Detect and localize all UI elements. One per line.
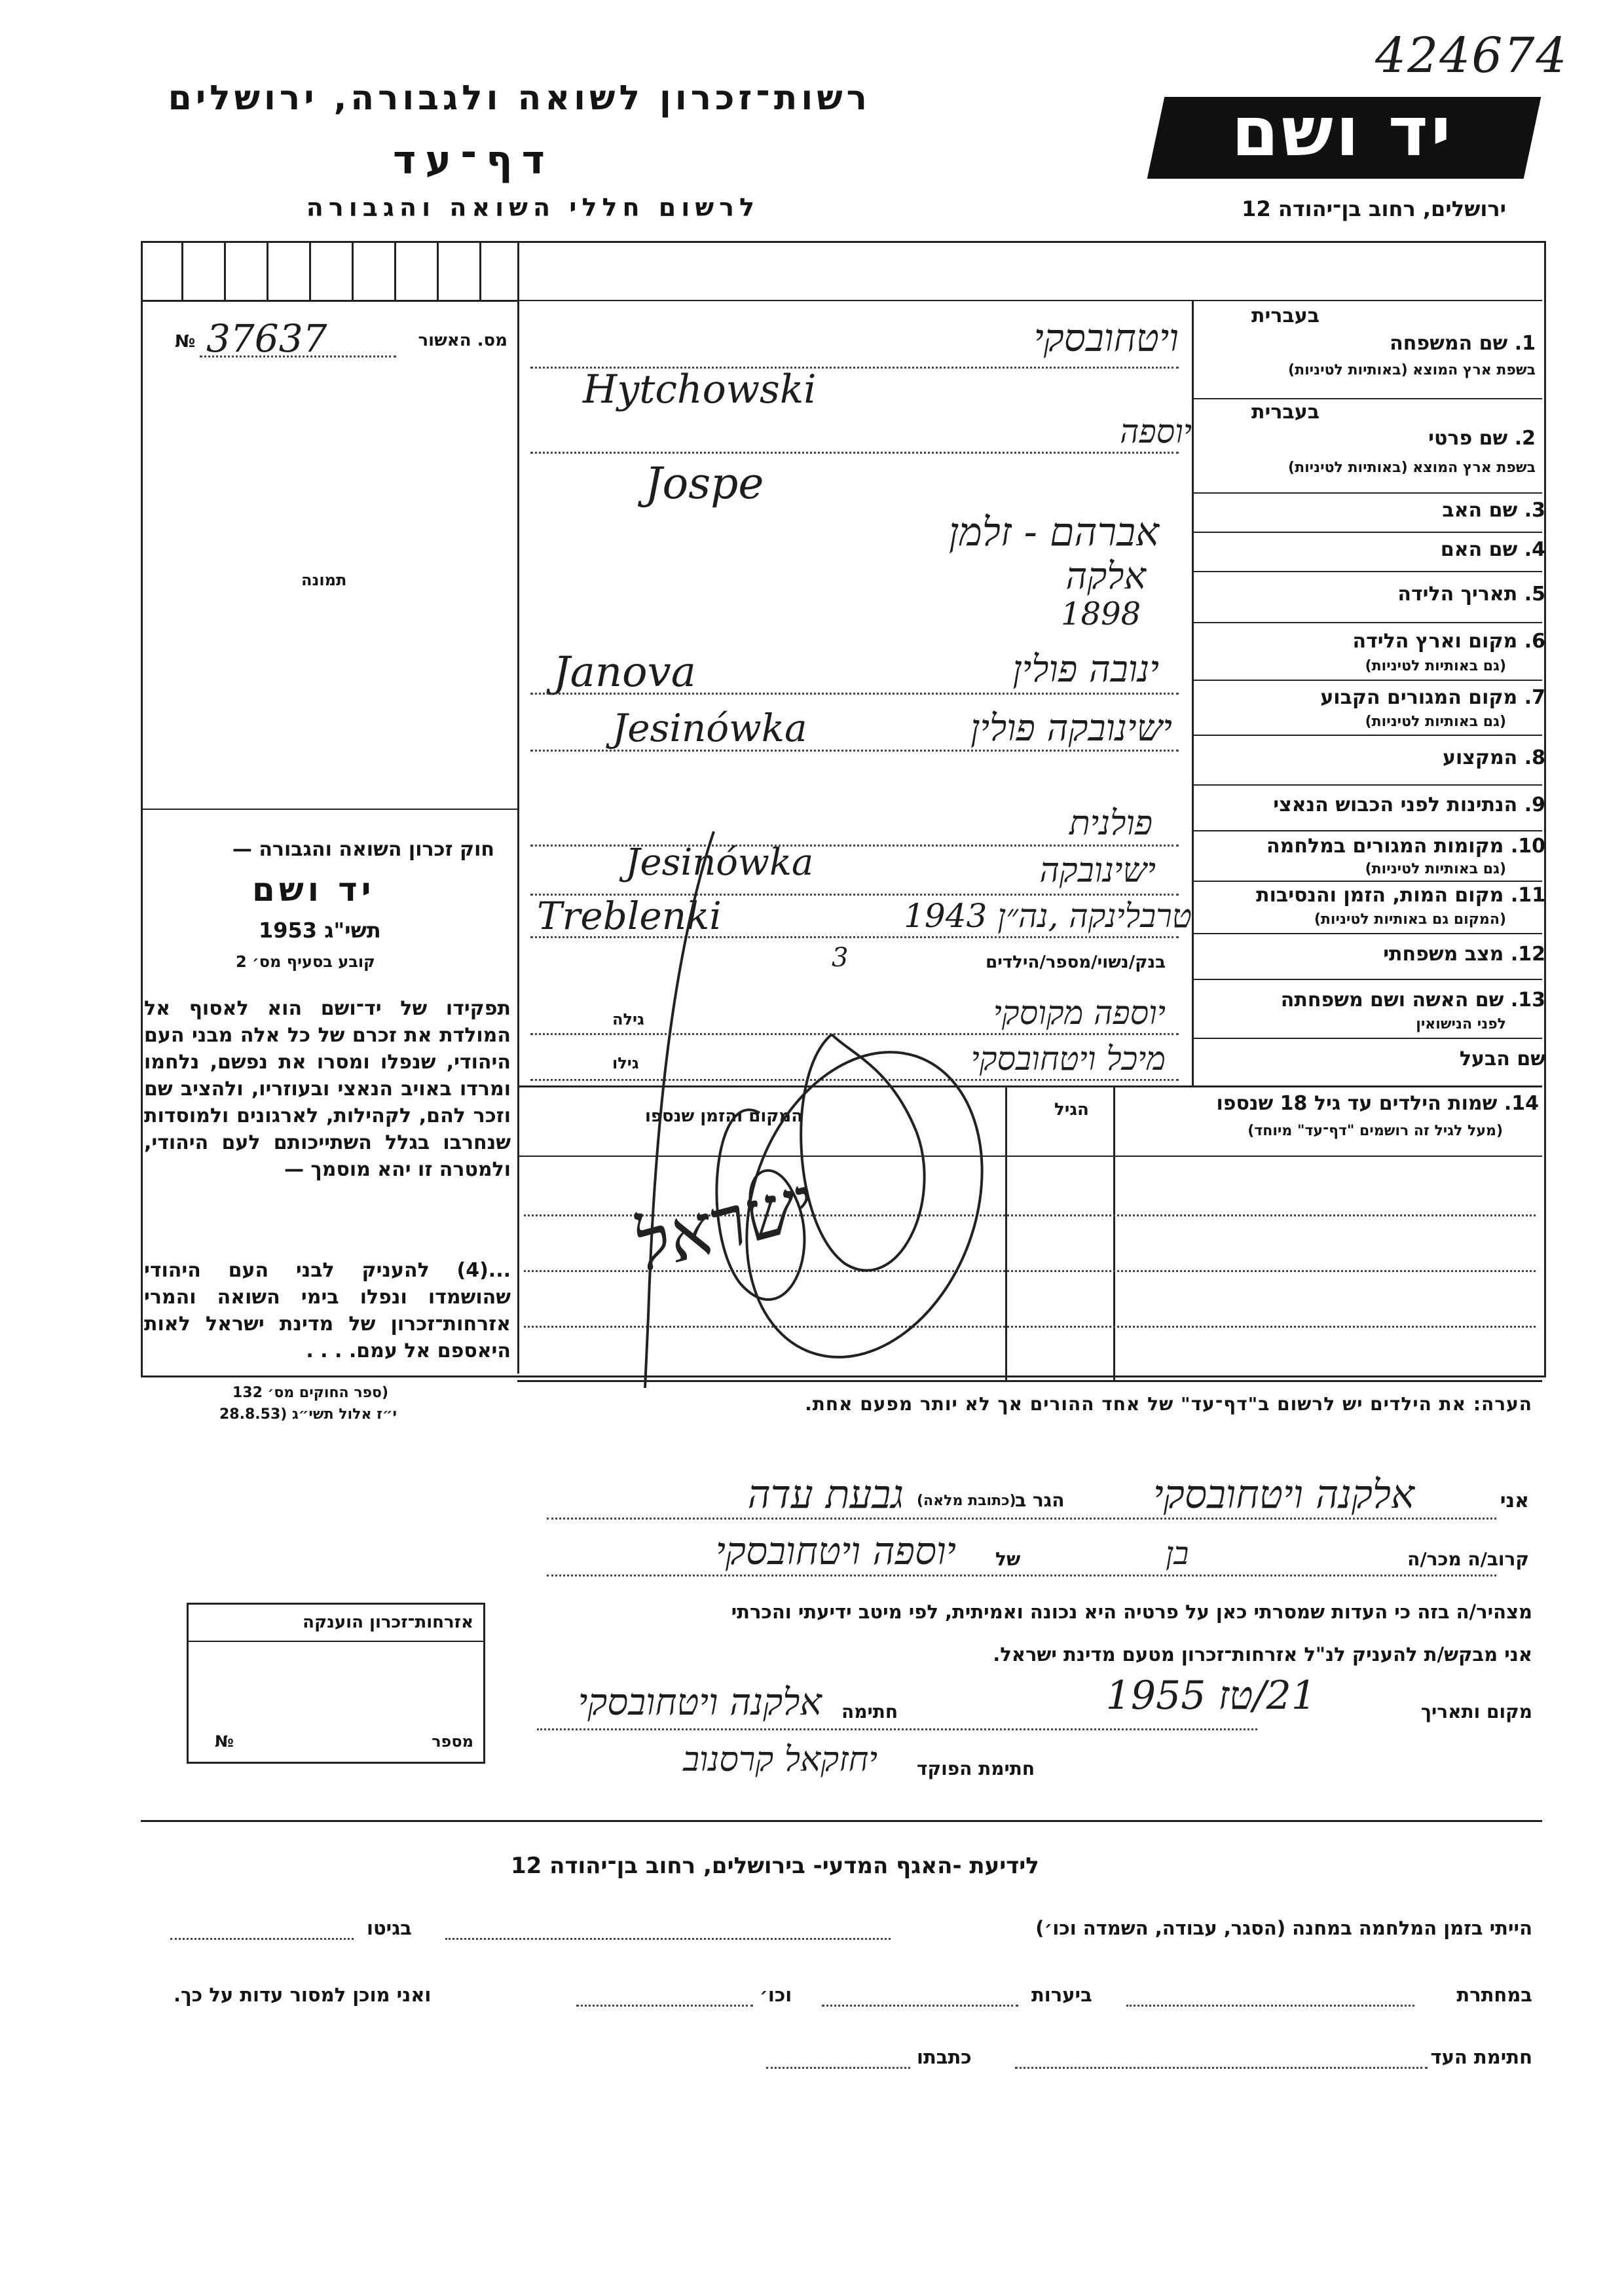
decl-prefix: אני (1500, 1489, 1529, 1512)
footer-line3-a: חתימת העד (1430, 2046, 1532, 2068)
field-10-value-heb: ישינובקה (1039, 851, 1156, 890)
decl-line4: אני מבקש/ת להעניק לנ"ל אזרחות־זכרון מטעם מדינת ישראל. (993, 1643, 1532, 1666)
decl-rel-name: יוספה ויטחובסקי (715, 1529, 956, 1573)
photo-label: תמונה (301, 571, 347, 589)
citizenship-box-no-label: מספר (432, 1732, 473, 1751)
children-sub: (מעל לגיל זה רושמים "דף־עד" מיוחד) (1247, 1123, 1503, 1139)
field-1-label: 1. שם המשפחה (1390, 332, 1536, 355)
place-date-value: 21/טז 1955 (1105, 1673, 1316, 1719)
decl-of: של (995, 1548, 1021, 1570)
field-11-label: 11. מקום המות, הזמן והנסיבות (1256, 884, 1545, 907)
field-1-sub: בשפת ארץ המוצא (באותיות לטיניות) (1288, 362, 1536, 378)
field-7-value-lat: Jesinówka (612, 706, 807, 750)
officer-label: חתימת הפוקד (917, 1758, 1035, 1779)
citizenship-box-no-mark: № (215, 1732, 234, 1751)
place-date-label: מקום ותאריך (1420, 1701, 1532, 1722)
law-source-date: י״ז אלול תשי״ג (28.8.53 (219, 1406, 397, 1423)
field-10-sub: (גם באותיות לטיניות) (1365, 861, 1506, 877)
husband-age-label: גילו (612, 1054, 639, 1072)
col-place: המקום והזמן שנספו (645, 1106, 803, 1126)
husband-value: מיכל ויטחובסקי (970, 1040, 1166, 1078)
law-title: חוק זכרון השואה והגבורה — (232, 838, 494, 861)
field-13-label: 13. שם האשה ושם משפחתה (1280, 989, 1545, 1011)
decl-name: אלקנה ויטחובסקי (1153, 1472, 1414, 1518)
field-6-value-lat: Janova (553, 648, 696, 697)
field-13-value: יוספה מקוסקי (993, 994, 1166, 1032)
officer-value: יחזקאל קרסנוב (682, 1740, 877, 1779)
authority-line: רשות־זכרון לשואה ולגבורה, ירושלים (168, 79, 871, 118)
citizenship-box-title: אזרחות־זכרון הוענקה (303, 1613, 473, 1632)
signature-value: אלקנה ויטחובסקי (578, 1681, 822, 1724)
field-13-sub: לפני הנישואין (1416, 1016, 1506, 1032)
field-5-value: 1898 (1061, 596, 1141, 632)
field-12-label: 12. מצב משפחתי (1383, 943, 1545, 966)
decl-line2-prefix: קרוב/ה מכר/ה (1407, 1548, 1529, 1570)
field-4-value: אלקה (1065, 555, 1146, 598)
field-11-value-heb: טרבלינקה ,נה״ן 1943 (904, 897, 1192, 935)
field-9-value: פולנית (1069, 804, 1153, 843)
field-9-label: 9. הנתינות לפני הכבוש הנאצי (1273, 793, 1545, 816)
wife-age-label: גילה (612, 1010, 644, 1029)
field-12-value: בנק/נשוי/מספר/הילדים (986, 953, 1166, 972)
law-text-2: ...(4) להעניק לבני העם היהודי שהושמדו ונפלו בימי השואה והמרי אזרחות־זכרון של מדינת ישראל לאות היאספם אל עמם. . . . (144, 1259, 511, 1362)
field-7-label: 7. מקום המגורים הקבוע (1320, 686, 1545, 709)
footer-line2-b: ביערות (1031, 1984, 1092, 2006)
footer-line1: הייתי בזמן המלחמה במחנה (הסגר, עבודה, השמדה וכו׳) (1035, 1917, 1532, 1939)
children-title: 14. שמות הילדים עד גיל 18 שנספו (1216, 1092, 1539, 1115)
receipt-value: 37637 (206, 316, 327, 361)
law-clause: קובע בסעיף מס׳ 2 (236, 953, 375, 971)
law-source: (ספר החוקים מס׳ 132 (232, 1385, 389, 1401)
decl-line3: מצהיר/ה בזה כי העדות שמסרתי כאן על פרטיה היא נכונה ואמיתית, לפי מיטב ידיעתי והכרתי (731, 1601, 1532, 1623)
signature-label: חתימה (841, 1701, 898, 1722)
field-7-sub: (גם באותיות לטיניות) (1365, 714, 1506, 730)
stamp-stroke-long (645, 831, 714, 1388)
decl-mid: הגר ב (1015, 1489, 1065, 1511)
receipt-label: מס. האשור (418, 331, 507, 350)
footer-line3-b: כתבתו (917, 2046, 972, 2068)
field-6-value-heb: ינובה פולין (1012, 648, 1159, 691)
husband-label: שם הבעל (1459, 1048, 1545, 1070)
field-11-value-lat: Treblenki (537, 894, 722, 938)
form-subtitle: לרשום חללי השואה והגבורה (306, 193, 760, 222)
field-8-label: 8. המקצוע (1442, 746, 1545, 769)
law-text-1: תפקידו של יד־ושם הוא לאסוף אל המולדת את זכרם של כל אלה מבני העם היהודי, שנפלו ומסרו את נפשם, נלחמו ומרדו באויב הנאצי ובעוזריו, ולהציב שם וזכר להם, לקהילות, לארגונים ולמוסדות שנחרבו בגלל השתייכותם לעם היהודי, ולמטרה זו יהא מוסמך — (144, 997, 511, 1181)
decl-addr-label: (כתובת מלאה) (917, 1493, 1016, 1509)
stamp-text: ישראל (625, 1159, 823, 1288)
field-7-value-heb: ישינובקה פולין (970, 707, 1172, 750)
field-11-sub: (המקום גם באותיות לטיניות) (1314, 911, 1506, 928)
field-2-value-heb: יוספה (1120, 412, 1192, 450)
law-year: תשי"ג 1953 (259, 918, 381, 943)
field-4-label: 4. שם האם (1440, 538, 1545, 561)
field-10-label: 10. מקומות המגורים במלחמה (1266, 835, 1545, 858)
field-10-value-lat: Jesinówka (625, 841, 814, 884)
footer-line2-c: וכו׳ (760, 1984, 792, 2006)
field-1-tag: בעברית (1251, 304, 1320, 327)
logo-text: יד ושם (1231, 92, 1454, 172)
decl-rel: בן (1166, 1535, 1189, 1572)
field-3-value: אברהם - זלמן (948, 509, 1159, 555)
decl-addr: גבעת עדה (747, 1472, 904, 1518)
footer-line2-d: ואני מוכן למסור עדות על כך. (174, 1984, 432, 2006)
field-5-label: 5. תאריך הלידה (1397, 583, 1545, 606)
col-age: הגיל (1054, 1100, 1089, 1120)
children-note: הערה: את הילדים יש לרשום ב"דף־עד" של אחד ההורים אך לא יותר מפעם אחת. (805, 1393, 1532, 1415)
footer-line2-a: במחתרת (1456, 1984, 1532, 2006)
field-3-label: 3. שם האב (1442, 499, 1545, 522)
receipt-no-mark: № (175, 332, 196, 352)
field-2-sub: בשפת ארץ המוצא (באותיות לטיניות) (1288, 460, 1536, 476)
form-title: דף־עד (393, 137, 554, 183)
logo-address: ירושלים, רחוב בן־יהודה 12 (1242, 196, 1506, 221)
footer-title: לידיעת -האגף המדעי- בירושלים, רחוב בן־יהודה 12 (511, 1853, 1039, 1879)
archive-number: 424674 (1375, 27, 1568, 84)
field-2-tag: בעברית (1251, 401, 1320, 424)
field-6-label: 6. מקום וארץ הלידה (1352, 630, 1545, 653)
field-12-value-hw: 3 (832, 943, 849, 973)
field-6-sub: (גם באותיות לטיניות) (1365, 658, 1506, 674)
field-2-value-lat: Jospe (645, 458, 764, 509)
field-1-value-lat: Hytchowski (583, 367, 817, 412)
field-1-value-heb: ויטחובסקי (1033, 316, 1179, 360)
field-2-label: 2. שם פרטי (1428, 427, 1536, 450)
law-name: יד ושם (252, 871, 375, 909)
footer-line1-end: בגיטו (367, 1917, 412, 1939)
